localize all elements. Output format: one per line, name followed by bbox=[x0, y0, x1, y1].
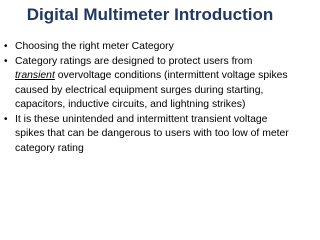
bullet-item-choosing-meter bbox=[3, 40, 295, 55]
bullet-item-spikes-danger bbox=[3, 113, 295, 157]
bullet-icon: • bbox=[4, 55, 8, 67]
bullet-list bbox=[3, 40, 295, 156]
slide-title: Digital Multimeter Introduction bbox=[26, 5, 274, 24]
bullet-text: It is these unintended and intermittent transient voltage spikes that can be dangerous to users with too low of meter category rating bbox=[15, 113, 289, 154]
bullet-text: Choosing the right meter Category bbox=[15, 41, 174, 52]
bullet-emphasis-transient: transient bbox=[15, 70, 55, 81]
bullet-text-part-1: Category ratings are designed to protect users from bbox=[15, 55, 253, 67]
bullet-text-part-2: overvoltage conditions (intermittent voltage spikes caused by electrical equipment surges during starting, capacitors, inductive circuits, and lightning strikes) bbox=[15, 70, 288, 110]
bullet-icon: • bbox=[4, 113, 8, 125]
bullet-item-category-ratings bbox=[3, 55, 295, 113]
bullet-icon: • bbox=[4, 41, 8, 52]
